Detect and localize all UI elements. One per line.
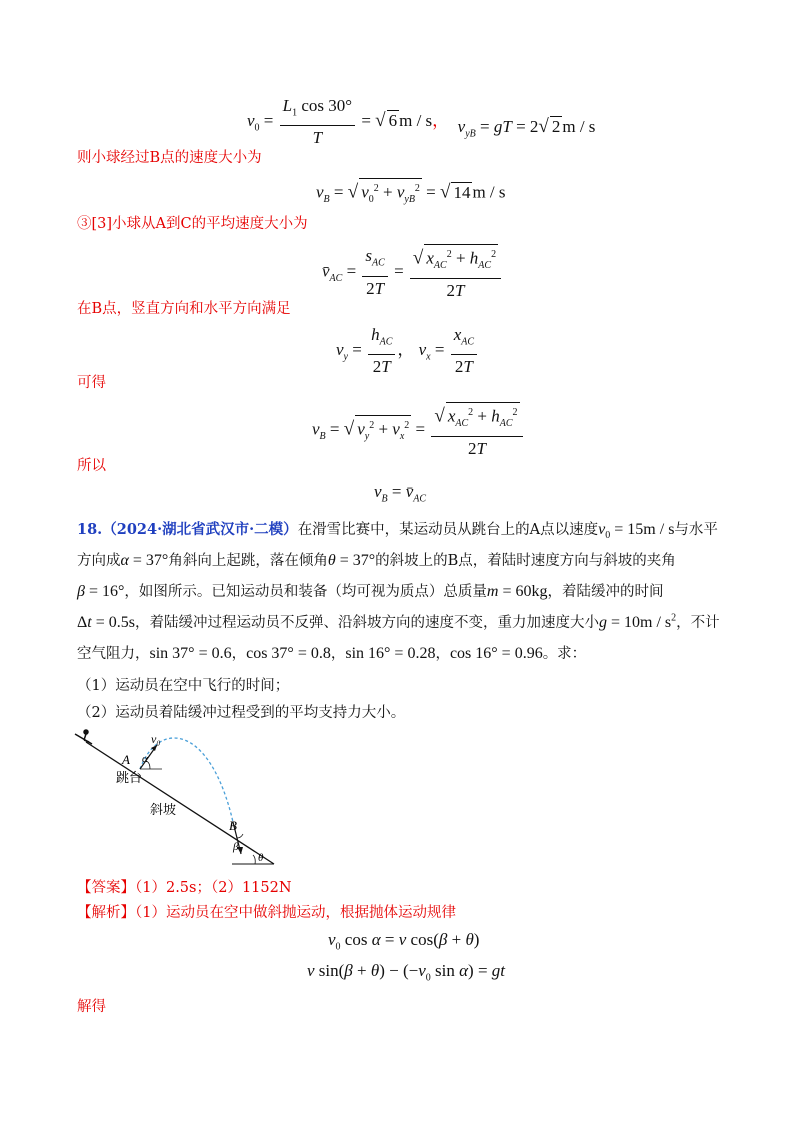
equation-avg-vAC: $v̄_{AC}$ = $\frac{s_{AC}}{2T}$ = $\frac{√ x_{AC}^2 + h_{AC}^2}{2T}$ xyxy=(322,244,503,301)
question-2: （2）运动员着陆缓冲过程受到的平均支持力大小。 xyxy=(77,705,406,721)
label-v0: v₀ xyxy=(151,732,161,746)
analysis-line xyxy=(77,903,456,923)
answer-text: （1）2.5s；（2）1152N xyxy=(135,880,292,896)
equation-v0-vyB: $v_0$ = $\frac{L_1 \cos 30^\circ}{T}$ = √ 6 m / s， $v_{yB}$ = gT = 2√ 2 m / s xyxy=(247,96,596,148)
equation-vB: $v_B$ = √ $v_0^2 + v_{yB}^2$ = √ 14 m / s xyxy=(316,178,506,210)
equation-vertical: v $\sin(\beta + \theta) - (-v_0$ sin α) = gt xyxy=(307,961,506,984)
analysis-text: （1）运动员在空中做斜抛运动，根据抛体运动规律 xyxy=(135,905,456,921)
analysis-tag: 【解析】 xyxy=(77,905,135,921)
skier-icon xyxy=(75,730,92,744)
beta-arc xyxy=(237,834,243,838)
slope-line xyxy=(86,742,274,864)
text-solve: 解得 xyxy=(77,999,106,1015)
label-platform: 跳台 xyxy=(116,771,143,786)
text-avg-speed: ③[3]小球从A到C的平均速度大小为 xyxy=(77,216,308,232)
question-1: （1）运动员在空中飞行的时间； xyxy=(77,678,290,694)
theta-arc xyxy=(253,855,255,864)
text-at-b: 在B点，竖直方向和水平方向满足 xyxy=(77,301,291,317)
equation-separator: ， xyxy=(432,111,450,131)
problem-number: 18. xyxy=(77,521,103,538)
equation-vB-components: $v_B$ = √ $v_y^2 + v_x^2$ = $\frac{√ x_{AC}^2 + h_{AC}^2}{2T}$ xyxy=(312,402,525,459)
answer-line xyxy=(77,878,292,898)
equation-vy-vx: $v_y$ = $\frac{h_{AC}}{2T}$ ， $v_x$ = $\frac{x_{AC}}{2T}$ xyxy=(336,325,479,377)
ski-jump-figure xyxy=(70,728,290,876)
text-b-speed: 则小球经过B点的速度大小为 xyxy=(77,150,262,166)
equation-vB-eq-avg: $v_B$ = $v̄_{AC}$ xyxy=(374,482,427,505)
label-alpha: α xyxy=(142,753,148,765)
label-beta: β xyxy=(233,841,239,853)
text-so: 可得 xyxy=(77,375,106,391)
label-A: A xyxy=(122,752,130,767)
text-thus: 所以 xyxy=(77,458,106,474)
problem-source: （2024·湖北省武汉市·二模） xyxy=(102,521,298,538)
problem-18: 18.（2024·湖北省武汉市·二模）在滑雪比赛中，某运动员从跳台上的A点以速度$v_0 = 15m / s$与水平方向成α = 37°角斜向上起跳，落在倾角θ = 37°的斜坡上的B点，着陆时速度方向与斜坡的夹角β = 16°，如图所示。已知运动员和装备（均可视为质点）总质量m = 60kg，着陆缓冲的时间Δt = 0.5s，着陆缓冲过程运动员不反弹、沿斜坡方向的速度不变，重力加速度大小$g = 10m / s^2$，不计空气阻力，sin 37° = 0.6，cos 37° = 0.8，sin 16° = 0.28，cos 16° = 0.96。求： xyxy=(77,521,720,663)
label-B: B xyxy=(229,818,237,833)
answer-tag: 【答案】 xyxy=(77,880,135,896)
equation-horizontal: $v_0$ cos α = v cos(β + θ) xyxy=(328,930,480,953)
label-slope: 斜坡 xyxy=(150,803,177,818)
label-theta: θ xyxy=(258,852,264,864)
